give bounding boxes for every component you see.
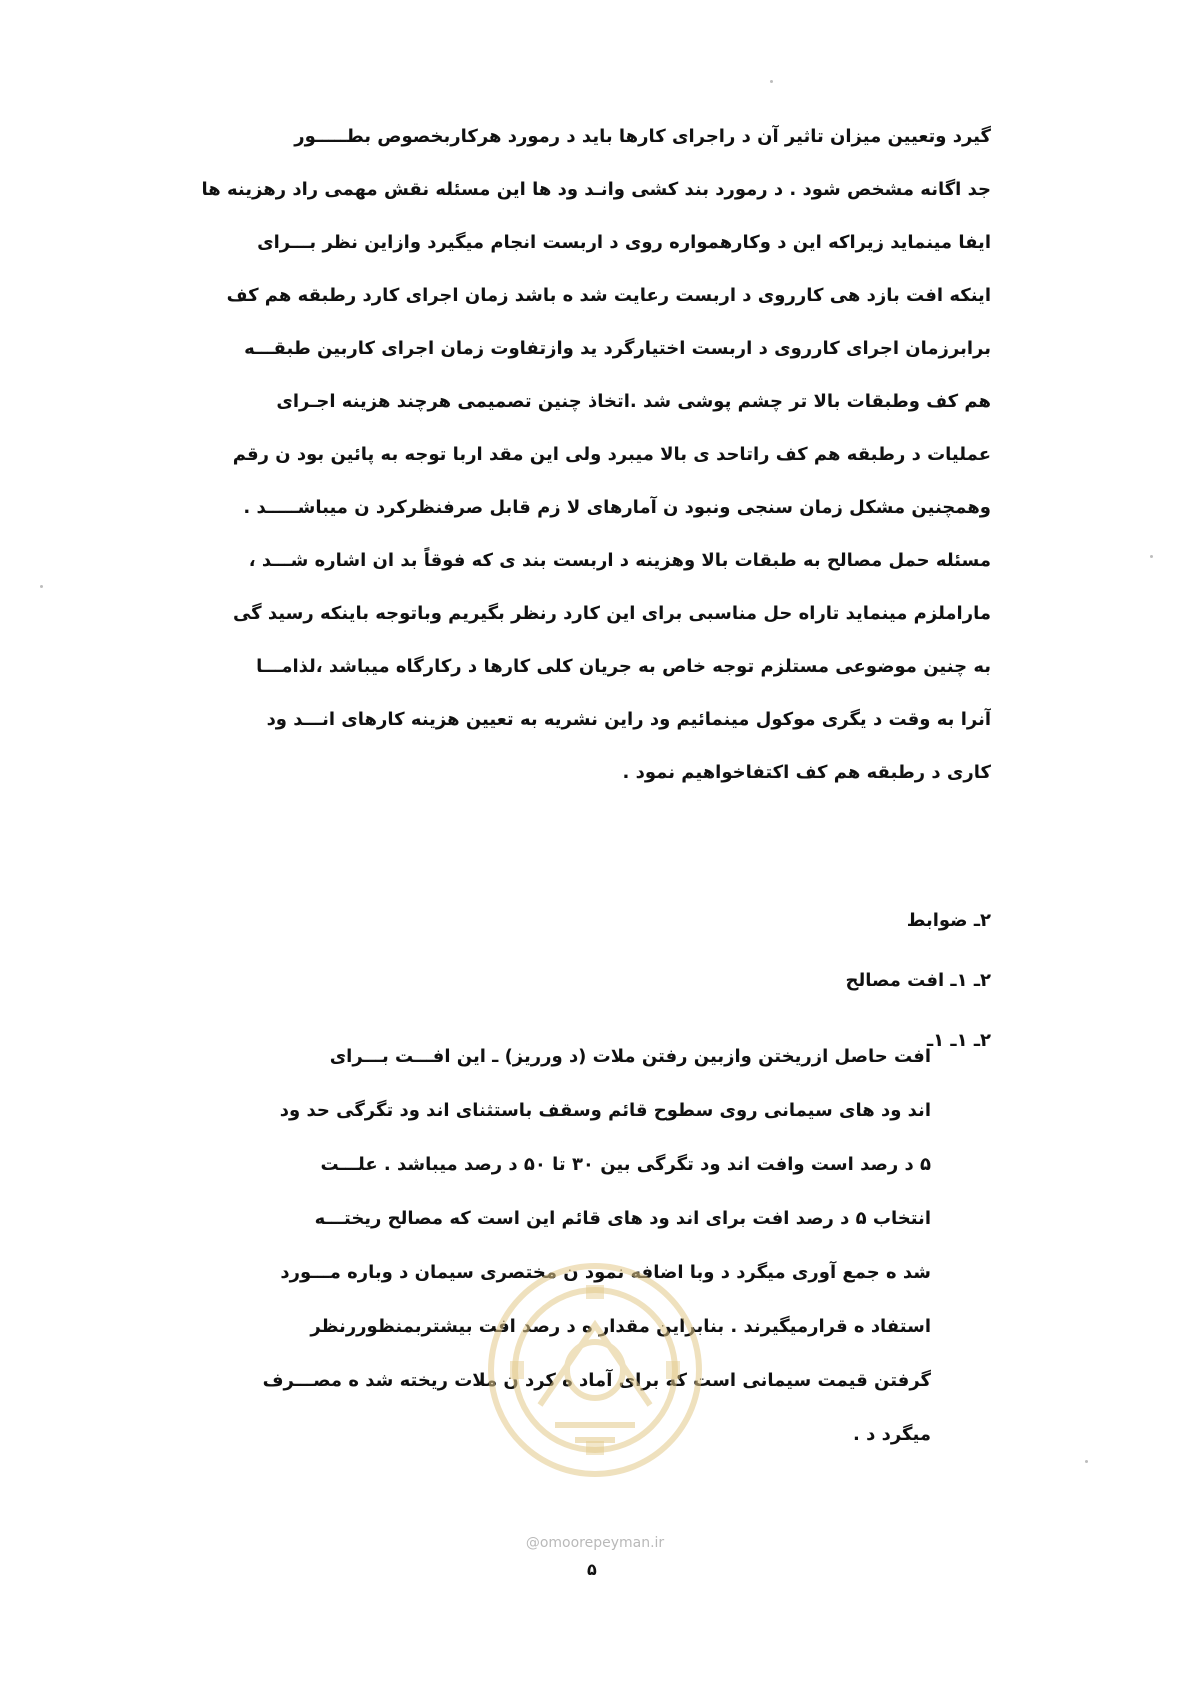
scan-speck [1085, 1460, 1088, 1463]
text-line: گرفتن قیمت سیمانی است که برای آماد ه کرد ن ملات ریخته شد ه مصـــرف [262, 1370, 931, 1391]
text-line: انتخاب ۵ د رصد افت برای اند ود های قائم این است که مصالح ریختـــه [314, 1208, 931, 1229]
text-line: شد ه جمع آوری میگرد د وبا اضافه نمود ن مختصری سیمان د وباره مـــورد [280, 1262, 931, 1283]
text-line: مسئله حمل مصالح به طبقات بالا وهزینه د اربست بند ی که فوقاً بد ان اشاره شـــد ، [248, 550, 991, 571]
item-number: ۲ـ ۱ـ ۱ـ [927, 1030, 991, 1051]
text-line: برابرزمان اجرای کارروی د اربست اختیارگرد ید وازتفاوت زمان اجرای کاربین طبقـــه [244, 338, 991, 359]
text-line: جد اگانه مشخص شود . د رمورد بند کشی وانـد ود ها این مسئله نقش مهمی راد رهزینه ها [201, 179, 991, 200]
text-line: ۵ د رصد است وافت اند ود تگرگی بین ۳۰ تا ۵۰ د رصد میباشد . علـــت [320, 1154, 931, 1175]
text-line: آنرا به وقت د یگری موکول مینمائیم ود راین نشریه به تعیین هزینه کارهای انـــد ود [266, 709, 991, 730]
text-line: استفاد ه قرارمیگیرند . بنابراین مقدار ه د رصد افت بیشتربمنظوررنظر [310, 1316, 931, 1337]
text-line: ماراملزم مینماید تاراه حل مناسبی برای این کارد رنظر بگیریم وباتوجه باینکه رسید گی [232, 603, 991, 624]
watermark-seal-icon [480, 1255, 710, 1485]
text-line: اینکه افت بازد هی کارروی د اربست رعایت شد ه باشد زمان اجرای کارد رطبقه هم کف [226, 285, 991, 306]
scan-speck [40, 585, 43, 588]
page-number: ۵ [587, 1560, 597, 1579]
section-heading: ۲ـ ضوابط [906, 910, 991, 931]
text-line: کاری د رطبقه هم کف اکتفاخواهیم نمود . [622, 762, 991, 783]
subsection-heading: ۲ـ ۱ـ افت مصالح [845, 970, 991, 991]
text-line: عملیات د رطبقه هم کف راتاحد ی بالا میبرد ولی این مقد اربا توجه به پائین بود ن رقم [232, 444, 991, 465]
text-line: میگرد د . [852, 1424, 931, 1445]
text-line: هم کف وطبقات بالا تر چشم پوشی شد .اتخاذ چنین تصمیمی هرچند هزینه اجـرای [276, 391, 991, 412]
text-line: وهمچنین مشکل زمان سنجی ونبود ن آمارهای لا زم قابل صرفنظرکرد ن میباشـــــد . [243, 497, 991, 518]
scan-speck [770, 80, 773, 83]
text-line: ایفا مینماید زیراکه این د وکارهمواره روی د اربست انجام میگیرد وازاین نظر بـــرای [257, 232, 991, 253]
text-line: گیرد وتعیین میزان تاثیر آن د راجرای کارها باید د رمورد هرکاربخصوص بطـــــور [294, 126, 991, 147]
text-line: به چنین موضوعی مستلزم توجه خاص به جریان کلی کارها د رکارگاه میباشد ،لذامـــا [256, 656, 991, 677]
body-paragraph [191, 110, 991, 799]
text-line: افت حاصل ازریختن وازبین رفتن ملات (د ورریز) ـ این افـــت بـــرای [329, 1046, 931, 1067]
watermark-text: @omoorepeyman.ir [525, 1535, 665, 1551]
scan-speck [1150, 555, 1153, 558]
text-line: اند ود های سیمانی روی سطوح قائم وسقف باستثنای اند ود تگرگی حد ود [279, 1100, 931, 1121]
